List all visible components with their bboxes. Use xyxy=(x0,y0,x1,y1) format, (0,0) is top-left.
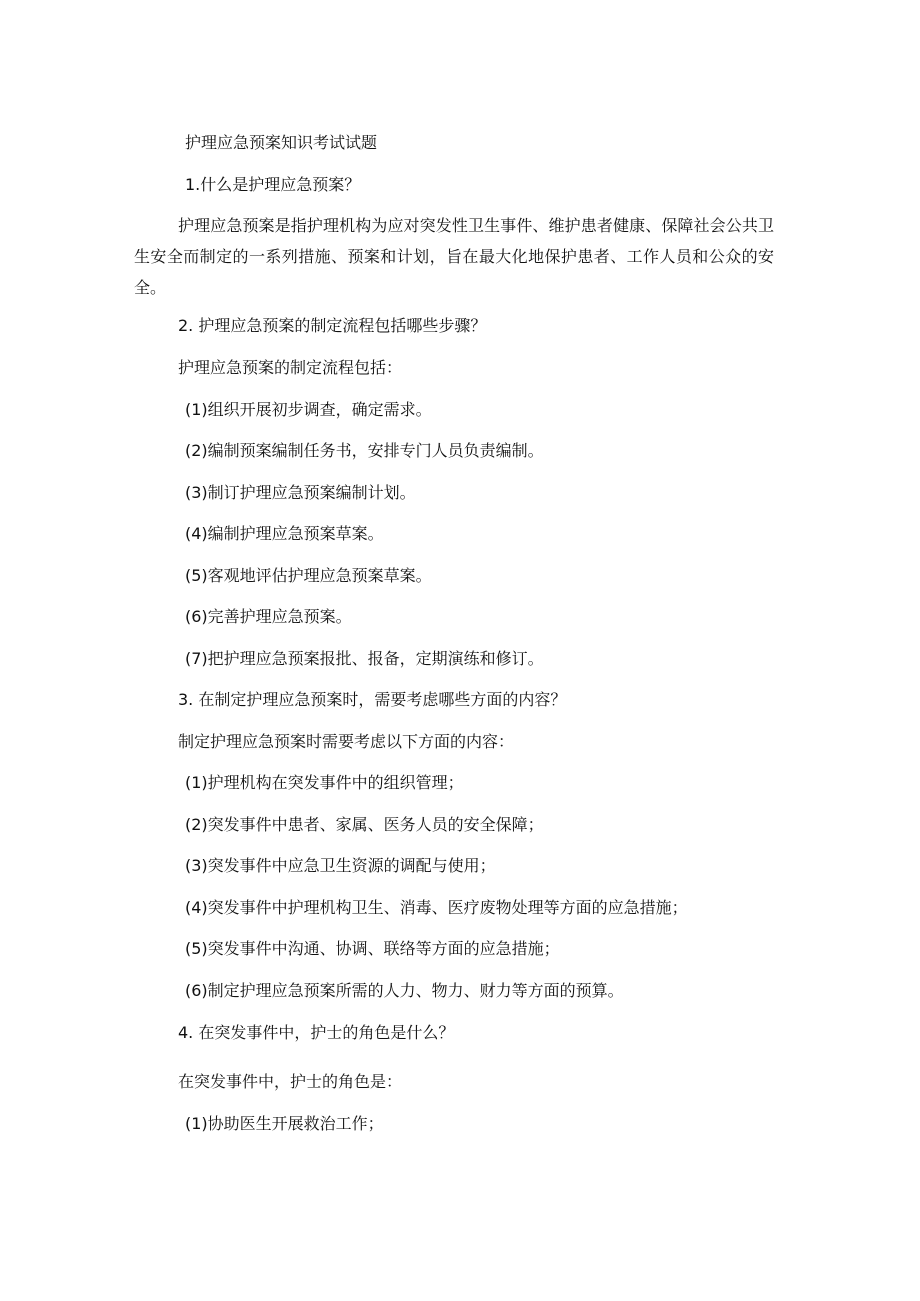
answer-3-item: (2)突发事件中患者、家属、医务人员的安全保障； xyxy=(185,815,544,834)
answer-3-item: (5)突发事件中沟通、协调、联络等方面的应急措施； xyxy=(185,939,560,958)
answer-2-intro: 护理应急预案的制定流程包括： xyxy=(178,358,403,377)
answer-2-item: (6)完善护理应急预案。 xyxy=(185,607,352,626)
answer-3-item: (4)突发事件中护理机构卫生、消毒、医疗废物处理等方面的应急措施； xyxy=(185,898,688,917)
answer-2-item: (7)把护理应急预案报批、报备，定期演练和修订。 xyxy=(185,649,544,668)
question-1: 1.什么是护理应急预案？ xyxy=(185,175,361,194)
answer-2-item: (2)编制预案编制任务书，安排专门人员负责编制。 xyxy=(185,441,544,460)
answer-2-item: (4)编制护理应急预案草案。 xyxy=(185,524,384,543)
answer-3-item: (3)突发事件中应急卫生资源的调配与使用； xyxy=(185,856,496,875)
answer-3-item: (1)护理机构在突发事件中的组织管理； xyxy=(185,773,464,792)
question-3: 3. 在制定护理应急预案时，需要考虑哪些方面的内容？ xyxy=(178,690,567,709)
answer-3-intro: 制定护理应急预案时需要考虑以下方面的内容： xyxy=(178,732,515,751)
answer-2-item: (5)客观地评估护理应急预案草案。 xyxy=(185,566,432,585)
answer-4-item: (1)协助医生开展救治工作； xyxy=(185,1114,384,1133)
answer-2-item: (3)制订护理应急预案编制计划。 xyxy=(185,483,416,502)
answer-3-item: (6)制定护理应急预案所需的人力、物力、财力等方面的预算。 xyxy=(185,981,624,1000)
answer-2-item: (1)组织开展初步调查，确定需求。 xyxy=(185,400,432,419)
answer-4-intro: 在突发事件中，护士的角色是： xyxy=(178,1072,403,1091)
document-title: 护理应急预案知识考试试题 xyxy=(185,133,378,152)
answer-1-paragraph: 护理应急预案是指护理机构为应对突发性卫生事件、维护患者健康、保障社会公共卫生安全而制定的一系列措施、预案和计划，旨在最大化地保护患者、工作人员和公众的安全。 xyxy=(134,216,774,297)
question-2: 2. 护理应急预案的制定流程包括哪些步骤？ xyxy=(178,316,487,335)
question-4: 4. 在突发事件中，护士的角色是什么？ xyxy=(178,1023,455,1042)
